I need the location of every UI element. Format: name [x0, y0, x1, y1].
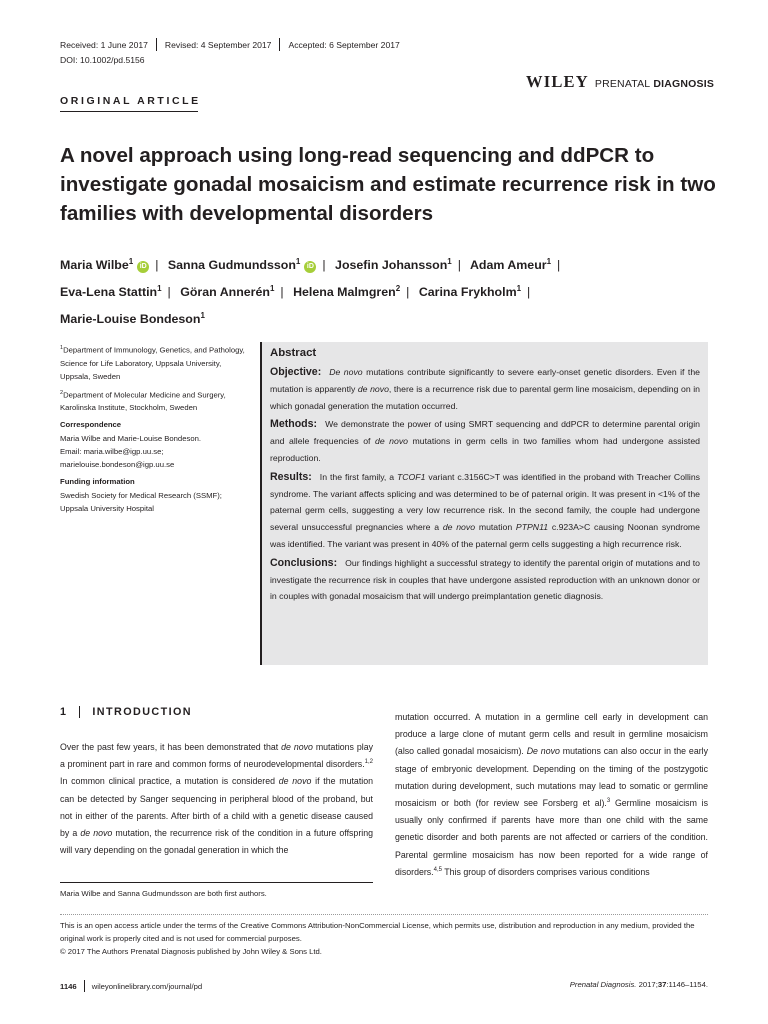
correspondence-email[interactable]: Email: maria.wilbe@igp.uu.se; marielouise.bondeson@igp.uu.se [60, 447, 175, 470]
copyright: © 2017 The Authors Prenatal Diagnosis published by John Wiley & Sons Ltd. [60, 946, 322, 956]
divider [79, 706, 80, 718]
affiliation-1: $^1$Department of Immunology, Genetics, and Pathology, Science for Life Laboratory, Uppsala University, Uppsala, Sweden [60, 345, 245, 381]
footnote-rule [60, 882, 373, 883]
author[interactable]: Sanna Gudmundsson$^1$iD [168, 258, 317, 272]
divider [156, 38, 157, 51]
doi: DOI: 10.1002/pd.5156 [60, 55, 145, 65]
page-number: 1146 [60, 981, 77, 991]
article-type-underline [60, 111, 198, 112]
abstract-objective: Objective: De novo mutations contribute significantly to severe early-onset genetic disorders. Even if the mutation is apparently de novo, there is a recurrence risk due to parental germ line mosaicism, depending on in which gonadal generation the mutation occurred. [270, 366, 701, 411]
page-footer [60, 980, 202, 992]
affiliations [60, 342, 250, 519]
author[interactable]: Carina Frykholm$^1$ [418, 284, 522, 300]
author-separator: | [155, 258, 159, 273]
author[interactable]: Eva-Lena Stattin$^1$ [60, 284, 162, 300]
author-separator: | [167, 285, 171, 300]
citation[interactable]: 1,2 [364, 759, 373, 766]
affiliation-2: $^2$Department of Molecular Medicine and Surgery, Karolinska Institute, Stockholm, Sweden [60, 389, 226, 413]
section-heading [60, 706, 192, 718]
divider [279, 38, 280, 51]
funding-info: Swedish Society for Medical Research (SSMF); Uppsala University Hospital [60, 491, 222, 514]
article-title: A novel approach using long-read sequencing and ddPCR to investigate gonadal mosaicism and estimate recurrence risk in two families with developmental disorders [60, 144, 716, 225]
abstract-heading: Abstract [270, 347, 317, 359]
abstract-results: Results: In the first family, a TCOF1 variant c.3156C>T was identified in the proband with Treacher Collins syndrome. The variant affects splicing and was determined to be of paternal origin. It was present in <1% of the paternal germ cells, suggesting a very low recurrence risk. In the second family, the couple had undergone several unsuccessful pregnancies where a de novo mutation PTPN11 c.923A>C causing Noonan syndrome was identified. The variant was present in 40% of the paternal germ cells suggesting a high recurrence risk. [270, 470, 701, 549]
revised-date: Revised: 4 September 2017 [164, 39, 272, 50]
abstract-methods: Methods: We demonstrate the power of using SMRT sequencing and ddPCR to determine parental origin and allele frequencies of de novo mutations in germ cells in two families whom had undergone assisted reproduction. [270, 418, 701, 463]
author-list [60, 250, 690, 331]
divider [84, 980, 85, 992]
body-column-left: Over the past few years, it has been demonstrated that de novo mutations play a prominent part in rare and common forms of neurodevelopmental disorders.$^{1,2}$ In common clinical practice, a mutation is considered de novo if the mutation can be detected by Sanger sequencing in peripheral blood of the proband, but not in either of the parents. After birth of a child with a genetic disease caused by a de novo mutation, the recurrence risk of the condition in a future offspring will vary depending on the gonadal generation in which the [60, 742, 373, 856]
abstract-box [260, 342, 708, 665]
funding-heading: Funding information [60, 477, 135, 487]
citation[interactable]: 4,5 [433, 866, 442, 873]
journal-url[interactable]: wileyonlinelibrary.com/journal/pd [91, 981, 203, 991]
license-notice [60, 920, 708, 958]
journal-name-part1: PRENATAL [594, 78, 651, 90]
section-title: INTRODUCTION [92, 706, 192, 718]
body-column-right: mutation occurred. A mutation in a germline cell early in development can produce a large clone of mutant germ cells and result in germline mosaicism (also called gonadal mosaicism). De novo mutations can also occur in the early stage of embryonic development. Depending on the timing of the postzygotic mutation during development, such mutations may lead to somatic or germline mosaicism or both (for review see Forsberg et al).$^3$ Germline mosaicism is usually only confirmed if parents have more than one child with the same genetic disorder and both parents are not affected or carriers of the condition. Parental germline mosaicism has now been reported for a wide range of disorders.$^{4,5}$ This group of disorders comprises various conditions [395, 712, 708, 877]
journal-name-part2: DIAGNOSIS [653, 78, 715, 90]
author-separator: | [527, 285, 531, 300]
author[interactable]: Marie-Louise Bondeson$^1$ [60, 311, 205, 327]
article-type: ORIGINAL ARTICLE [60, 95, 201, 107]
correspondence-heading: Correspondence [60, 420, 122, 430]
accepted-date: Accepted: 6 September 2017 [288, 39, 400, 50]
orcid-icon[interactable]: iD [304, 261, 316, 273]
author-separator: | [322, 258, 326, 273]
author-separator: | [406, 285, 410, 300]
author[interactable]: Göran Annerén$^1$ [180, 284, 275, 300]
received-date: Received: 1 June 2017 [60, 39, 148, 50]
journal-logo [526, 72, 714, 92]
orcid-icon[interactable]: iD [137, 261, 149, 273]
article-history [60, 38, 400, 51]
abstract-conclusions: Conclusions: Our findings highlight a successful strategy to identify the parental origin of mutations and to investigate the recurrence risk in couples that have undergone assisted reproduction with an unknown donor or in couples with gonadal mosaicism that will undergo preimplantation genetic diagnosis. [270, 556, 700, 602]
license-rule [60, 914, 708, 915]
author-separator: | [557, 258, 561, 273]
license-text: This is an open access article under the terms of the Creative Commons Attribution-NonCommercial License, which permits use, distribution and reproduction in any medium, provided the original work is properly cited and is not used for commercial purposes. [60, 921, 695, 943]
footnote: Maria Wilbe and Sanna Gudmundsson are both first authors. [60, 889, 267, 898]
citation-line: Prenatal Diagnosis. 2017;37:1146–1154. [569, 980, 708, 989]
author[interactable]: Josefin Johansson$^1$ [335, 257, 452, 273]
author-separator: | [280, 285, 284, 300]
author-separator: | [457, 258, 461, 273]
author[interactable]: Maria Wilbe$^1$iD [60, 258, 149, 272]
author[interactable]: Adam Ameur$^1$ [469, 257, 552, 273]
author[interactable]: Helena Malmgren$^2$ [293, 284, 401, 300]
publisher-logo: WILEY [526, 72, 589, 91]
citation[interactable]: 3 [606, 798, 611, 805]
correspondence: Maria Wilbe and Marie-Louise Bondeson. Email: maria.wilbe@igp.uu.se; marielouise.bondeson@igp.uu.se [60, 434, 202, 470]
section-number: 1 [60, 706, 68, 718]
